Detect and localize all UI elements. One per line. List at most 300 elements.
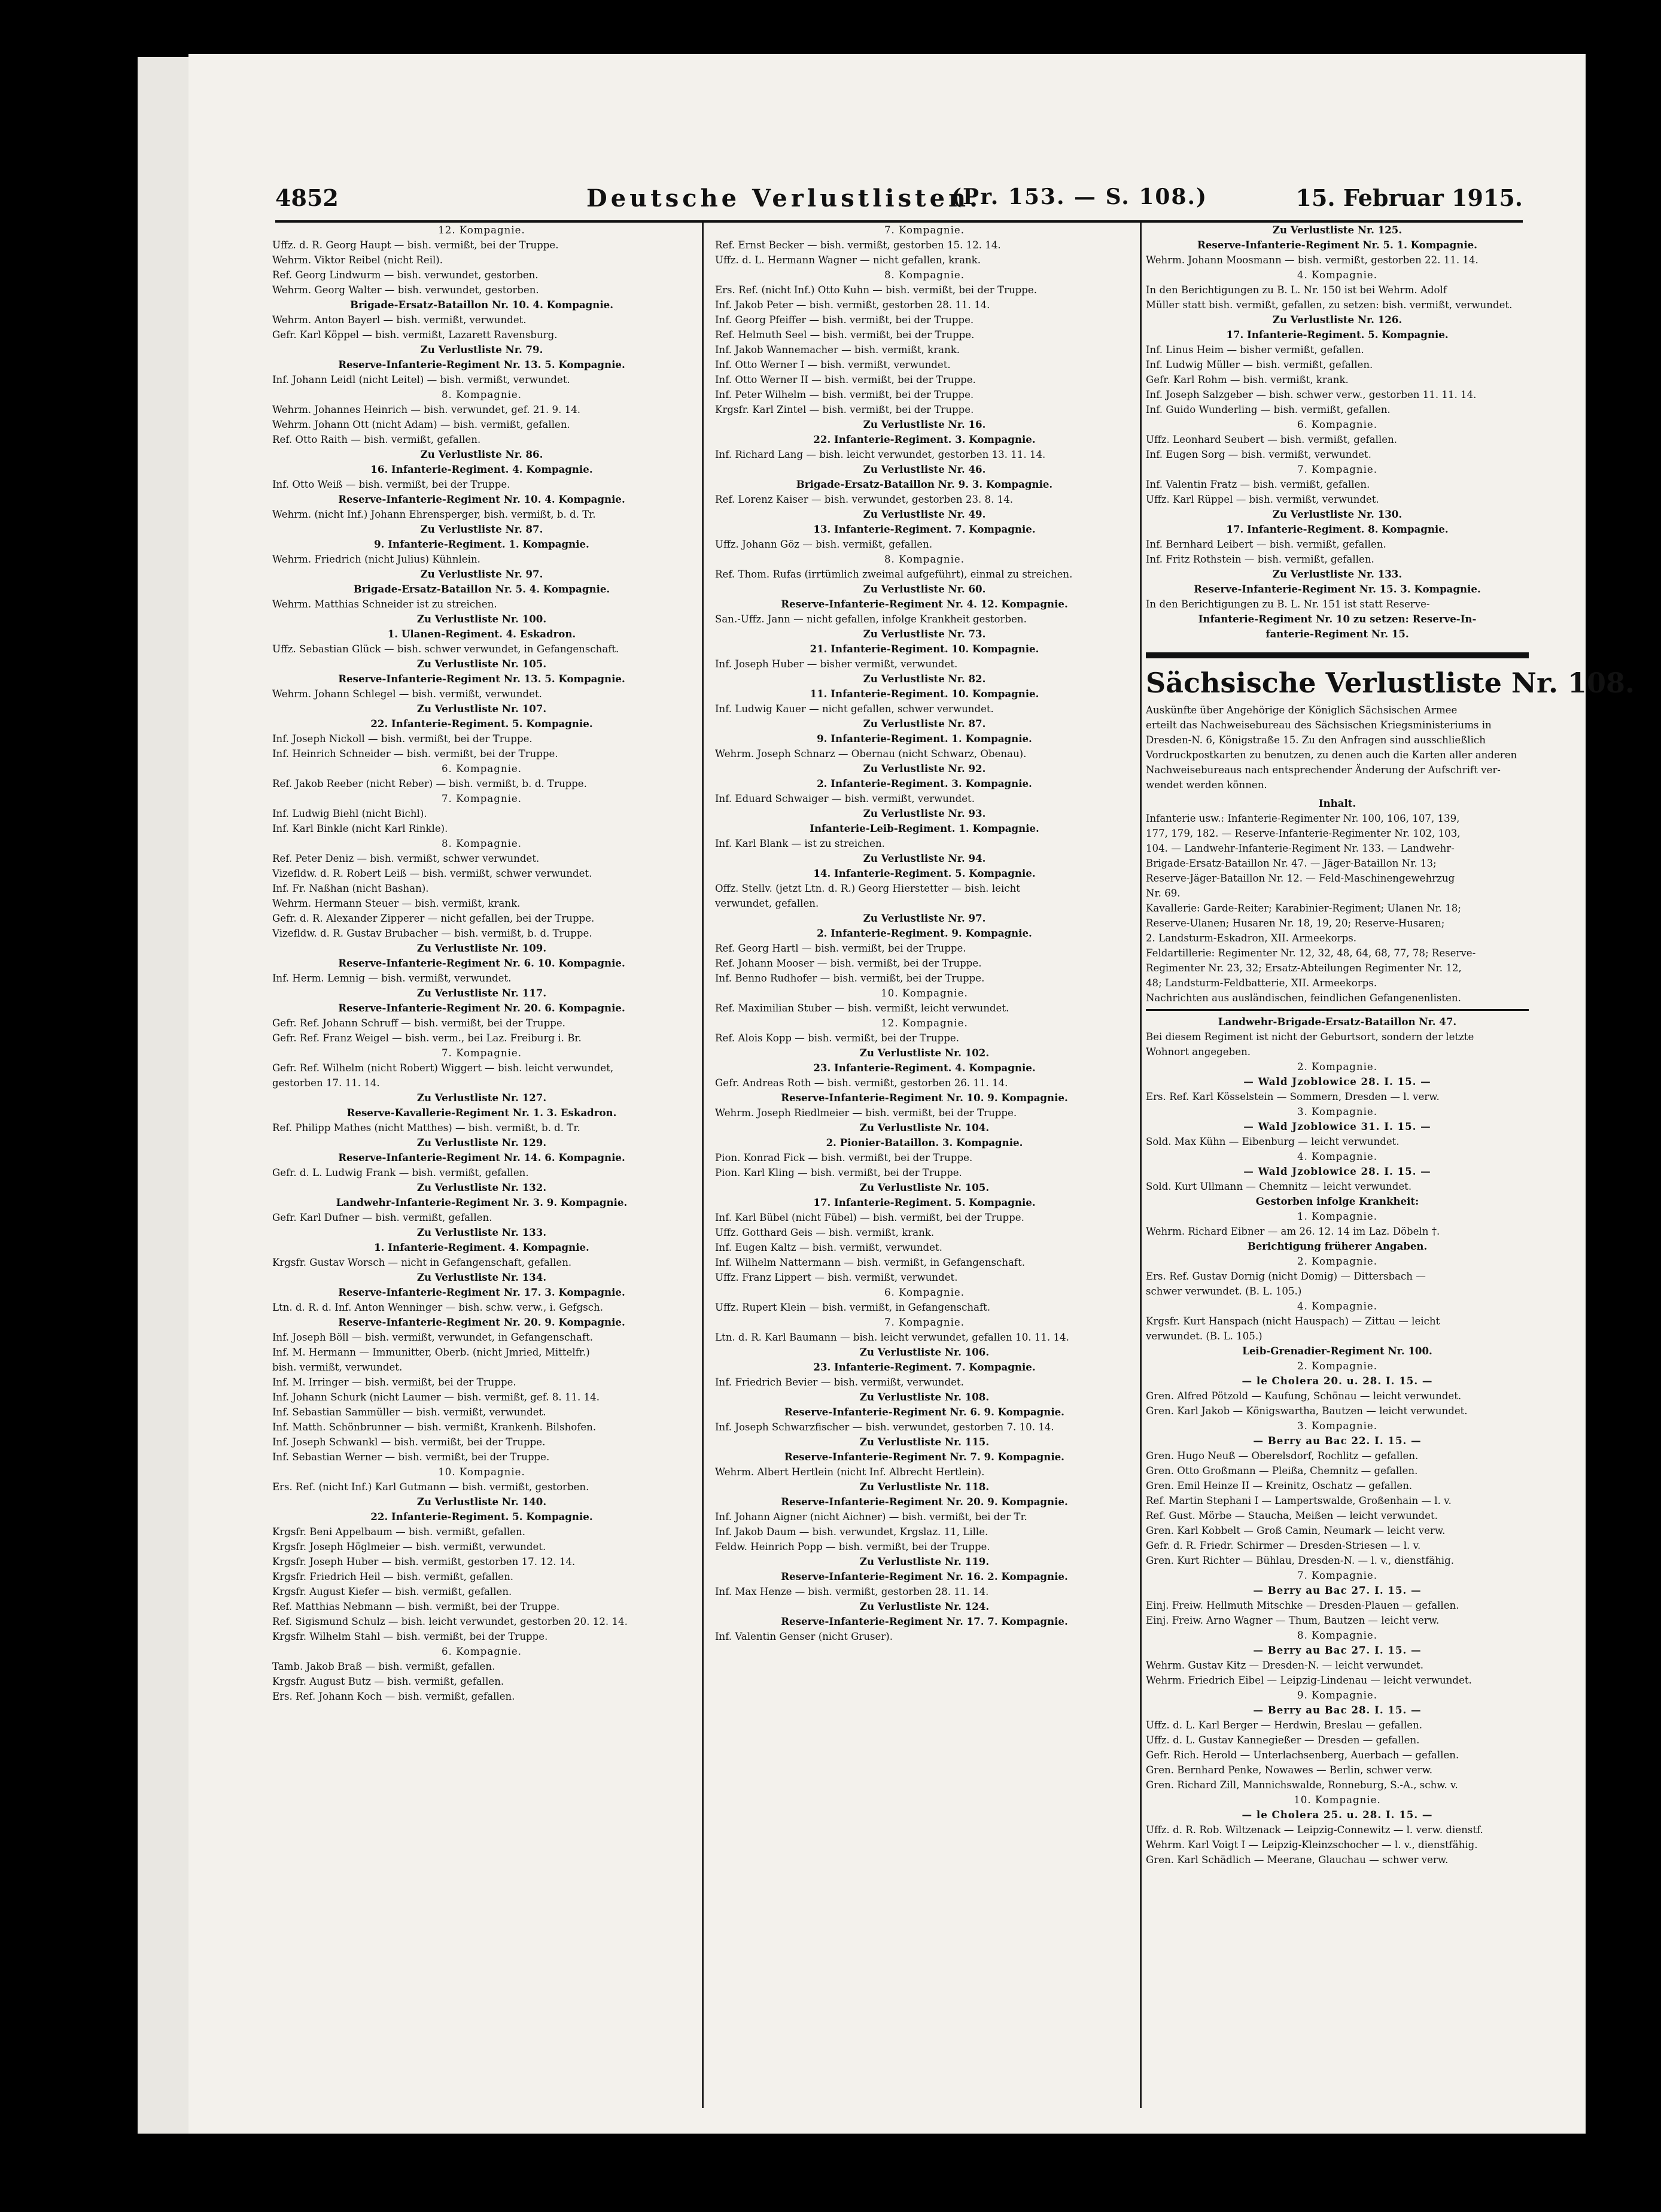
casualty-entry: Wehrm. Karl Voigt I — Leipzig-Kleinzschocher — l. v., dienstfähig. <box>1146 1839 1478 1851</box>
casualty-entry: San.-Uffz. Jann — nicht gefallen, infolge Krankheit gestorben. <box>715 613 1027 625</box>
contents-line: Nachrichten aus ausländischen, feindlichen Gefangenenlisten. <box>1146 992 1461 1004</box>
casualty-entry: Ref. Ernst Becker — bish. vermißt, gestorben 15. 12. 14. <box>715 239 1001 251</box>
regiment-heading: Reserve-Infanterie-Regiment Nr. 16. 2. Kompagnie. <box>781 1570 1068 1582</box>
casualty-entry: Inf. Georg Pfeiffer — bish. vermißt, bei der Truppe. <box>715 314 974 326</box>
page-header <box>275 184 1523 223</box>
list-reference-heading: Zu Verlustliste Nr. 106. <box>859 1346 990 1358</box>
list-reference-heading: Zu Verlustliste Nr. 127. <box>416 1092 547 1104</box>
casualty-entry: Krgsfr. Friedrich Heil — bish. vermißt, gefallen. <box>272 1571 514 1582</box>
casualty-entry: Krgsfr. Karl Zintel — bish. vermißt, bei der Truppe. <box>715 404 974 415</box>
list-reference-heading: Zu Verlustliste Nr. 86. <box>420 448 543 460</box>
casualty-entry: Krgsfr. August Kiefer — bish. vermißt, gefallen. <box>272 1586 512 1597</box>
casualty-entry: schwer verwundet. (B. L. 105.) <box>1146 1286 1302 1297</box>
casualty-entry: Sold. Kurt Ullmann — Chemnitz — leicht verwundet. <box>1146 1181 1412 1192</box>
casualty-entry: Gefr. Ref. Wilhelm (nicht Robert) Wiggert — bish. leicht verwundet, <box>272 1062 614 1074</box>
company-heading: 4. Kompagnie. <box>1297 1301 1377 1312</box>
regiment-heading: Reserve-Infanterie-Regiment Nr. 14. 6. Kompagnie. <box>338 1151 625 1163</box>
casualty-entry: Ref. Alois Kopp — bish. vermißt, bei der Truppe. <box>715 1032 959 1044</box>
regiment-heading: Brigade-Ersatz-Bataillon Nr. 5. 4. Kompagnie. <box>353 583 610 595</box>
company-heading: 10. Kompagnie. <box>1294 1794 1381 1806</box>
list-reference-heading: Zu Verlustliste Nr. 46. <box>863 463 986 475</box>
list-reference-heading: Zu Verlustliste Nr. 109. <box>416 942 547 954</box>
casualty-entry: Inf. Joseph Schwarzfischer — bish. verwundet, gestorben 7. 10. 14. <box>715 1421 1054 1433</box>
casualty-entry: Ref. Peter Deniz — bish. vermißt, schwer verwundet. <box>272 853 540 864</box>
casualty-entry: verwundet. (B. L. 105.) <box>1146 1330 1263 1342</box>
casualty-entry: Uffz. d. L. Gustav Kannegießer — Dresden — gefallen. <box>1146 1734 1420 1746</box>
casualty-entry: Inf. M. Irringer — bish. vermißt, bei der Truppe. <box>272 1377 516 1388</box>
list-reference-heading: Zu Verlustliste Nr. 133. <box>416 1226 547 1238</box>
list-reference-heading: Zu Verlustliste Nr. 100. <box>416 613 547 625</box>
location-date-line: — Wald Jzoblowice 28. I. 15. — <box>1243 1075 1431 1087</box>
regiment-heading: 23. Infanterie-Regiment. 7. Kompagnie. <box>813 1361 1036 1373</box>
casualty-entry: Uffz. Gotthard Geis — bish. vermißt, krank. <box>715 1227 935 1238</box>
regiment-heading: Reserve-Infanterie-Regiment Nr. 17. 3. Kompagnie. <box>338 1286 625 1298</box>
casualty-entry: Inf. Guido Wunderling — bish. vermißt, gefallen. <box>1146 404 1391 415</box>
casualty-entry: Inf. Matth. Schönbrunner — bish. vermißt, Krankenh. Bilshofen. <box>272 1421 597 1433</box>
casualty-entry: Inf. Johann Aigner (nicht Aichner) — bish. vermißt, bei der Tr. <box>715 1511 1027 1523</box>
casualty-entry: Krgsfr. Beni Appelbaum — bish. vermißt, gefallen. <box>272 1526 526 1538</box>
regiment-heading: 1. Ulanen-Regiment. 4. Eskadron. <box>387 628 576 640</box>
regiment-heading: 2. Pionier-Bataillon. 3. Kompagnie. <box>826 1137 1023 1148</box>
regiment-heading: 2. Infanterie-Regiment. 3. Kompagnie. <box>817 777 1032 789</box>
regiment-heading: 17. Infanterie-Regiment. 5. Kompagnie. <box>813 1196 1036 1208</box>
casualty-entry: Gren. Otto Großmann — Pleißa, Chemnitz — gefallen. <box>1146 1465 1418 1476</box>
casualty-entry: Gren. Richard Zill, Mannichswalde, Ronneburg, S.-A., schw. v. <box>1146 1779 1458 1791</box>
casualty-entry: Uffz. Franz Lippert — bish. vermißt, verwundet. <box>715 1272 958 1283</box>
casualty-entry: Inf. Peter Wilhelm — bish. vermißt, bei der Truppe. <box>715 389 974 400</box>
casualty-entry: Krgsfr. Wilhelm Stahl — bish. vermißt, bei der Truppe. <box>272 1631 548 1642</box>
list-reference-heading: Zu Verlustliste Nr. 92. <box>863 762 986 774</box>
casualty-entry: Inf. Sebastian Werner — bish. vermißt, bei der Truppe. <box>272 1451 550 1463</box>
issue-date: 15. Februar 1915. <box>1295 184 1523 211</box>
company-heading: 4. Kompagnie. <box>1297 1151 1377 1162</box>
casualty-entry: Ref. Johann Mooser — bish. vermißt, bei der Truppe. <box>715 958 982 969</box>
list-reference-heading: Zu Verlustliste Nr. 87. <box>863 718 986 730</box>
regiment-heading: Reserve-Infanterie-Regiment Nr. 20. 6. Kompagnie. <box>338 1002 625 1014</box>
casualty-entry: Gefr. Ref. Franz Weigel — bish. verm., bei Laz. Freiburg i. Br. <box>272 1032 582 1044</box>
list-reference-heading: Zu Verlustliste Nr. 97. <box>863 912 986 924</box>
casualty-entry: Inf. Eugen Kaltz — bish. vermißt, verwundet. <box>715 1242 942 1253</box>
regiment-heading: Brigade-Ersatz-Bataillon Nr. 9. 3. Kompagnie. <box>796 478 1053 490</box>
list-reference-heading: Zu Verlustliste Nr. 104. <box>859 1122 990 1134</box>
regiment-heading: 21. Infanterie-Regiment. 10. Kompagnie. <box>810 643 1039 655</box>
regiment-heading: 22. Infanterie-Regiment. 5. Kompagnie. <box>370 718 593 730</box>
newspaper-page <box>188 54 1635 2134</box>
casualty-entry: Inf. Fr. Naßhan (nicht Bashan). <box>272 883 429 894</box>
regiment-heading: Reserve-Infanterie-Regiment Nr. 6. 9. Kompagnie. <box>784 1406 1064 1418</box>
casualty-entry: Inf. Jakob Peter — bish. vermißt, gestorben 28. 11. 14. <box>715 299 990 311</box>
casualty-entry: Gefr. d. L. Ludwig Frank — bish. vermißt, gefallen. <box>272 1167 529 1178</box>
casualty-entry: Gefr. Rich. Herold — Unterlachsenberg, Auerbach — gefallen. <box>1146 1749 1459 1761</box>
regiment-heading: Reserve-Infanterie-Regiment Nr. 17. 7. Kompagnie. <box>781 1615 1068 1627</box>
column-rule <box>702 223 704 2108</box>
casualty-entry: Gren. Karl Schädlich — Meerane, Glauchau — schwer verw. <box>1146 1854 1449 1865</box>
casualty-entry: Inf. Joseph Schwankl — bish. vermißt, bei der Truppe. <box>272 1436 546 1448</box>
list-reference-heading: Zu Verlustliste Nr. 102. <box>859 1047 990 1059</box>
casualty-entry: Inf. Ludwig Kauer — nicht gefallen, schwer verwundet. <box>715 703 994 715</box>
casualty-entry: Inf. Wilhelm Nattermann — bish. vermißt, in Gefangenschaft. <box>715 1257 1026 1268</box>
casualty-entry: Inf. Richard Lang — bish. leicht verwundet, gestorben 13. 11. 14. <box>715 449 1046 460</box>
company-heading: 2. Kompagnie. <box>1297 1061 1377 1072</box>
casualty-entry: Inf. Benno Rudhofer — bish. vermißt, bei der Truppe. <box>715 973 985 984</box>
intro-line: Nachweisebureaus nach entsprechender Änderung der Aufschrift ver- <box>1146 764 1501 776</box>
company-heading: 8. Kompagnie. <box>884 554 965 565</box>
casualty-entry: Einj. Freiw. Hellmuth Mitschke — Dresden-Plauen — gefallen. <box>1146 1600 1459 1611</box>
section-divider <box>1146 1009 1529 1011</box>
issue-reference: (Pr. 153. — S. 108.) <box>951 184 1208 209</box>
casualty-entry: bish. vermißt, verwundet. <box>272 1362 403 1373</box>
casualty-entry: Inf. Joseph Böll — bish. vermißt, verwundet, in Gefangenschaft. <box>272 1332 594 1343</box>
list-reference-heading: Zu Verlustliste Nr. 140. <box>416 1496 547 1508</box>
saxon-intro <box>1146 703 1529 792</box>
casualty-entry: Vizefldw. d. R. Gustav Brubacher — bish. vermißt, b. d. Truppe. <box>272 928 592 939</box>
casualty-entry: Gren. Bernhard Penke, Nowawes — Berlin, schwer verw. <box>1146 1764 1433 1776</box>
contents-line: Nr. 69. <box>1146 888 1181 899</box>
casualty-entry: Wehrm. Joseph Schnarz — Obernau (nicht Schwarz, Obenau). <box>715 748 1027 759</box>
casualty-entry: Krgsfr. Joseph Huber — bish. vermißt, gestorben 17. 12. 14. <box>272 1556 576 1567</box>
casualty-entry: Wehrm. Joseph Riedlmeier — bish. vermißt, bei der Truppe. <box>715 1107 1017 1119</box>
casualty-entry: Ref. Maximilian Stuber — bish. vermißt, leicht verwundet. <box>715 1002 1009 1014</box>
casualty-entry: Inf. Karl Binkle (nicht Karl Rinkle). <box>272 823 448 834</box>
list-reference-heading: Zu Verlustliste Nr. 16. <box>863 418 986 430</box>
scan-edge <box>138 57 188 2134</box>
list-reference-heading: Zu Verlustliste Nr. 97. <box>420 568 543 580</box>
contents-line: Reserve-Jäger-Bataillon Nr. 12. — Feld-Maschinengewehrzug <box>1146 873 1455 884</box>
regiment-heading: 16. Infanterie-Regiment. 4. Kompagnie. <box>370 463 593 475</box>
casualty-entry: Inf. Joseph Nickoll — bish. vermißt, bei der Truppe. <box>272 733 533 745</box>
casualty-entry: Uffz. d. R. Rob. Wiltzenack — Leipzig-Connewitz — l. verw. dienstf. <box>1146 1824 1483 1836</box>
contents-line: Regimenter Nr. 23, 32; Ersatz-Abteilungen Regimenter Nr. 12, <box>1146 962 1462 974</box>
casualty-entry: Ers. Ref. Johann Koch — bish. vermißt, gefallen. <box>272 1691 515 1702</box>
casualty-entry: Ltn. d. R. d. Inf. Anton Wenninger — bish. schw. verw., i. Gefgsch. <box>272 1302 603 1313</box>
casualty-entry: Inf. Otto Weiß — bish. vermißt, bei der Truppe. <box>272 479 510 490</box>
contents-line: Kavallerie: Garde-Reiter; Karabinier-Regiment; Ulanen Nr. 18; <box>1146 903 1461 914</box>
list-reference-heading: Zu Verlustliste Nr. 87. <box>420 523 543 535</box>
company-heading: 6. Kompagnie. <box>1297 419 1377 430</box>
casualty-entry: Krgsfr. Joseph Höglmeier — bish. vermißt, verwundet. <box>272 1541 546 1552</box>
casualty-entry: Gefr. Karl Rohm — bish. vermißt, krank. <box>1146 374 1349 385</box>
publication-title: Deutsche Verlustlisten. <box>586 184 982 212</box>
casualty-entry: Inf. Johann Leidl (nicht Leitel) — bish. vermißt, verwundet. <box>272 374 570 385</box>
location-date-line: — Wald Jzoblowice 31. I. 15. — <box>1243 1120 1431 1132</box>
casualty-entry: Wehrm. Anton Bayerl — bish. vermißt, verwundet. <box>272 314 527 326</box>
casualty-entry: Wehrm. Viktor Reibel (nicht Reil). <box>272 254 443 266</box>
company-heading: 8. Kompagnie. <box>441 838 522 849</box>
list-reference-heading: Zu Verlustliste Nr. 126. <box>1272 314 1403 326</box>
company-heading: 3. Kompagnie. <box>1297 1106 1377 1117</box>
location-date-line: — le Cholera 25. u. 28. I. 15. — <box>1242 1809 1433 1821</box>
list-reference-heading: Zu Verlustliste Nr. 94. <box>863 852 986 864</box>
casualty-entry: Inf. Johann Schurk (nicht Laumer — bish. vermißt, gef. 8. 11. 14. <box>272 1391 600 1403</box>
casualty-entry: Inf. Linus Heim — bisher vermißt, gefallen. <box>1146 344 1364 356</box>
company-heading: 7. Kompagnie. <box>884 1317 965 1328</box>
column-3-entries <box>1146 223 1529 642</box>
casualty-entry: Uffz. d. L. Hermann Wagner — nicht gefallen, krank. <box>715 254 981 266</box>
casualty-entry: Krgsfr. August Butz — bish. vermißt, gefallen. <box>272 1676 504 1687</box>
company-heading: 4. Kompagnie. <box>1297 269 1377 281</box>
casualty-entry: Gren. Karl Kobbelt — Groß Camin, Neumark — leicht verw. <box>1146 1525 1446 1536</box>
intro-line: erteilt das Nachweisebureau des Sächsischen Kriegsministeriums in <box>1146 719 1492 731</box>
regiment-heading: Reserve-Infanterie-Regiment Nr. 15. 3. Kompagnie. <box>1194 583 1481 595</box>
regiment-heading: 9. Infanterie-Regiment. 1. Kompagnie. <box>374 538 589 550</box>
casualty-entry: Uffz. Leonhard Seubert — bish. vermißt, gefallen. <box>1146 434 1398 445</box>
casualty-entry: verwundet, gefallen. <box>715 898 819 909</box>
list-reference-heading: Zu Verlustliste Nr. 130. <box>1272 508 1403 520</box>
casualty-entry: Ref. Georg Hartl — bish. vermißt, bei der Truppe. <box>715 943 966 954</box>
inhalt-title: Inhalt. <box>1318 797 1356 809</box>
casualty-entry: Wehrm. Hermann Steuer — bish. vermißt, krank. <box>272 898 521 909</box>
intro-line: wendet werden können. <box>1146 779 1267 791</box>
casualty-entry: Inf. Heinrich Schneider — bish. vermißt, bei der Truppe. <box>272 748 558 759</box>
company-heading: 2. Kompagnie. <box>1297 1256 1377 1267</box>
location-date-line: — Wald Jzoblowice 28. I. 15. — <box>1243 1165 1431 1177</box>
casualty-entry: Ref. Thom. Rufas (irrtümlich zweimal aufgeführt), einmal zu streichen. <box>715 569 1073 580</box>
casualty-entry: Ers. Ref. Gustav Dornig (nicht Domig) — Dittersbach — <box>1146 1271 1426 1282</box>
casualty-entry: Pion. Konrad Fick — bish. vermißt, bei der Truppe. <box>715 1152 973 1163</box>
casualty-entry: Inf. Joseph Salzgeber — bish. schwer verw., gestorben 11. 11. 14. <box>1146 389 1477 400</box>
casualty-entry: Gren. Emil Heinze II — Kreinitz, Oschatz — gefallen. <box>1146 1480 1413 1491</box>
list-reference-heading: Zu Verlustliste Nr. 60. <box>863 583 986 595</box>
company-heading: 7. Kompagnie. <box>884 224 965 236</box>
list-reference-heading: Zu Verlustliste Nr. 105. <box>416 658 547 670</box>
company-heading: 9. Kompagnie. <box>1297 1690 1377 1701</box>
casualty-entry: Ers. Ref. (nicht Inf.) Karl Gutmann — bish. vermißt, gestorben. <box>272 1481 589 1493</box>
casualty-entry: Ref. Georg Lindwurm — bish. verwundet, gestorben. <box>272 269 539 281</box>
contents-line: Reserve-Ulanen; Husaren Nr. 18, 19, 20; Reserve-Husaren; <box>1146 917 1445 929</box>
casualty-entry: Ref. Helmuth Seel — bish. vermißt, bei der Truppe. <box>715 329 975 341</box>
intro-line: Auskünfte über Angehörige der Königlich Sächsischen Armee <box>1146 704 1458 716</box>
location-date-line: — le Cholera 20. u. 28. I. 15. — <box>1242 1375 1433 1387</box>
company-heading: 6. Kompagnie. <box>884 1287 965 1298</box>
casualty-entry: Ref. Matthias Nebmann — bish. vermißt, bei der Truppe. <box>272 1601 560 1612</box>
list-reference-heading: Zu Verlustliste Nr. 49. <box>863 508 986 520</box>
regiment-heading: Reserve-Infanterie-Regiment Nr. 4. 12. Kompagnie. <box>781 598 1068 610</box>
regiment-heading: Reserve-Infanterie-Regiment Nr. 5. 1. Kompagnie. <box>1197 239 1477 251</box>
regiment-heading: Reserve-Kavallerie-Regiment Nr. 1. 3. Eskadron. <box>346 1107 617 1119</box>
casualty-entry: Gren. Hugo Neuß — Oberelsdorf, Rochlitz — gefallen. <box>1146 1450 1419 1462</box>
casualty-entry: Gefr. Andreas Roth — bish. vermißt, gestorben 26. 11. 14. <box>715 1077 1008 1089</box>
casualty-entry: Wehrm. (nicht Inf.) Johann Ehrensperger, bish. vermißt, b. d. Tr. <box>272 509 596 520</box>
location-date-line: — Berry au Bac 27. I. 15. — <box>1253 1584 1422 1596</box>
casualty-entry: Wehrm. Johann Moosmann — bish. vermißt, gestorben 22. 11. 14. <box>1146 254 1479 266</box>
list-reference-heading: Zu Verlustliste Nr. 124. <box>859 1600 990 1612</box>
casualty-entry: Wehrm. Friedrich (nicht Julius) Kühnlein. <box>272 554 480 565</box>
casualty-entry: In den Berichtigungen zu B. L. Nr. 151 ist statt Reserve- <box>1146 598 1430 610</box>
column-3 <box>1146 223 1635 2108</box>
casualty-entry: Uffz. Johann Göz — bish. vermißt, gefallen. <box>715 539 933 550</box>
regiment-heading: Landwehr-Infanterie-Regiment Nr. 3. 9. Kompagnie. <box>336 1196 628 1208</box>
casualty-entry: Inf. Valentin Fratz — bish. vermißt, gefallen. <box>1146 479 1370 490</box>
casualty-entry: Inf. Eugen Sorg — bish. vermißt, verwundet. <box>1146 449 1371 460</box>
saxon-list-title: Sächsische Verlustliste Nr. 108. <box>1146 667 1635 699</box>
casualty-entry: Ref. Otto Raith — bish. vermißt, gefallen. <box>272 434 481 445</box>
casualty-entry: Vizefldw. d. R. Robert Leiß — bish. vermißt, schwer verwundet. <box>272 868 592 879</box>
casualty-entry: Uffz. Karl Rüppel — bish. vermißt, verwundet. <box>1146 494 1379 505</box>
regiment-heading: Infanterie-Regiment Nr. 10 zu setzen: Reserve-In- <box>1198 613 1477 625</box>
list-reference-heading: Zu Verlustliste Nr. 107. <box>416 703 547 715</box>
casualty-entry: Krgsfr. Kurt Hanspach (nicht Hauspach) — Zittau — leicht <box>1146 1315 1440 1327</box>
casualty-entry: Einj. Freiw. Arno Wagner — Thum, Bautzen — leicht verw. <box>1146 1615 1440 1626</box>
regiment-heading: 14. Infanterie-Regiment. 5. Kompagnie. <box>813 867 1036 879</box>
company-heading: 8. Kompagnie. <box>1297 1630 1377 1641</box>
list-reference-heading: Zu Verlustliste Nr. 129. <box>416 1137 547 1148</box>
company-heading: 12. Kompagnie. <box>881 1017 968 1029</box>
casualty-entry: Gren. Alfred Pötzold — Kaufung, Schönau — leicht verwundet. <box>1146 1390 1462 1402</box>
regiment-heading: Infanterie-Leib-Regiment. 1. Kompagnie. <box>810 822 1039 834</box>
saxon-entries <box>1146 1014 1529 1867</box>
regiment-heading: 11. Infanterie-Regiment. 10. Kompagnie. <box>810 688 1039 700</box>
casualty-entry: Inf. Karl Bübel (nicht Fübel) — bish. vermißt, bei der Truppe. <box>715 1212 1024 1223</box>
company-heading: 7. Kompagnie. <box>1297 464 1377 475</box>
casualty-entry: Ref. Sigismund Schulz — bish. leicht verwundet, gestorben 20. 12. 14. <box>272 1616 628 1627</box>
casualty-entry: Wohnort angegeben. <box>1146 1046 1251 1058</box>
casualty-entry: Inf. Otto Werner I — bish. vermißt, verwundet. <box>715 359 951 370</box>
contents-line: 48; Landsturm-Feldbatterie, XII. Armeekorps. <box>1146 977 1377 989</box>
casualty-entry: Krgsfr. Gustav Worsch — nicht in Gefangenschaft, gefallen. <box>272 1257 572 1268</box>
company-heading: 6. Kompagnie. <box>441 1646 522 1657</box>
casualty-entry: Inf. Bernhard Leibert — bish. vermißt, gefallen. <box>1146 539 1386 550</box>
list-reference-heading: Zu Verlustliste Nr. 133. <box>1272 568 1403 580</box>
company-heading: 7. Kompagnie. <box>441 793 522 804</box>
casualty-entry: Ref. Lorenz Kaiser — bish. verwundet, gestorben 23. 8. 14. <box>715 494 1014 505</box>
casualty-entry: Ers. Ref. (nicht Inf.) Otto Kuhn — bish. vermißt, bei der Truppe. <box>715 284 1038 296</box>
regiment-heading: Reserve-Infanterie-Regiment Nr. 20. 9. Kompagnie. <box>338 1316 625 1328</box>
casualty-entry: Ref. Philipp Mathes (nicht Matthes) — bish. vermißt, b. d. Tr. <box>272 1122 580 1134</box>
casualty-entry: Tamb. Jakob Braß — bish. vermißt, gefallen. <box>272 1661 495 1672</box>
column-2 <box>715 223 1134 2108</box>
casualty-entry: Ltn. d. R. Karl Baumann — bish. leicht verwundet, gefallen 10. 11. 14. <box>715 1332 1069 1343</box>
list-reference-heading: Zu Verlustliste Nr. 93. <box>863 807 986 819</box>
casualty-entry: Gefr. d. R. Friedr. Schirmer — Dresden-Striesen — l. v. <box>1146 1540 1421 1551</box>
casualty-entry: Gren. Kurt Richter — Bühlau, Dresden-N. — l. v., dienstfähig. <box>1146 1555 1455 1566</box>
saxon-contents <box>1146 811 1529 1005</box>
casualty-entry: Ref. Gust. Mörbe — Staucha, Meißen — leicht verwundet. <box>1146 1510 1438 1521</box>
contents-line: 177, 179, 182. — Reserve-Infanterie-Regimenter Nr. 102, 103, <box>1146 828 1461 839</box>
regiment-heading: 17. Infanterie-Regiment. 8. Kompagnie. <box>1226 523 1449 535</box>
column-rule <box>1140 223 1142 2108</box>
casualty-entry: Feldw. Heinrich Popp — bish. vermißt, bei der Truppe. <box>715 1541 990 1552</box>
casualty-entry: Gefr. d. R. Alexander Zipperer — nicht gefallen, bei der Truppe. <box>272 913 595 924</box>
casualty-entry: Inf. Eduard Schwaiger — bish. vermißt, verwundet. <box>715 793 975 804</box>
casualty-entry: Inf. Herm. Lemnig — bish. vermißt, verwundet. <box>272 973 512 984</box>
regiment-heading: Brigade-Ersatz-Bataillon Nr. 10. 4. Kompagnie. <box>350 299 613 311</box>
list-reference-heading: Zu Verlustliste Nr. 79. <box>420 344 543 356</box>
contents-line: 2. Landsturm-Eskadron, XII. Armeekorps. <box>1146 932 1356 944</box>
location-date-line: — Berry au Bac 22. I. 15. — <box>1253 1435 1422 1447</box>
regiment-heading: Reserve-Infanterie-Regiment Nr. 7. 9. Kompagnie. <box>784 1451 1064 1463</box>
regiment-heading: 13. Infanterie-Regiment. 7. Kompagnie. <box>813 523 1036 535</box>
regiment-heading: Reserve-Infanterie-Regiment Nr. 13. 5. Kompagnie. <box>338 358 625 370</box>
location-date-line: — Berry au Bac 27. I. 15. — <box>1253 1644 1422 1656</box>
casualty-entry: Gefr. Karl Köppel — bish. vermißt, Lazarett Ravensburg. <box>272 329 558 341</box>
regiment-heading: 22. Infanterie-Regiment. 3. Kompagnie. <box>813 433 1036 445</box>
list-reference-heading: Zu Verlustliste Nr. 115. <box>859 1436 990 1448</box>
regiment-heading: 17. Infanterie-Regiment. 5. Kompagnie. <box>1226 329 1449 341</box>
company-heading: 1. Kompagnie. <box>1297 1211 1377 1222</box>
intro-line: Vordruckpostkarten zu benutzen, zu denen auch die Karten aller anderen <box>1146 749 1517 761</box>
casualty-entry: Wehrm. Friedrich Eibel — Leipzig-Lindenau — leicht verwundet. <box>1146 1675 1472 1686</box>
casualty-entry: Wehrm. Gustav Kitz — Dresden-N. — leicht verwundet. <box>1146 1660 1423 1671</box>
casualty-entry: gestorben 17. 11. 14. <box>272 1077 380 1089</box>
list-reference-heading: Zu Verlustliste Nr. 119. <box>859 1555 990 1567</box>
list-reference-heading: Zu Verlustliste Nr. 82. <box>863 673 986 685</box>
casualty-entry: Wehrm. Matthias Schneider ist zu streichen. <box>272 598 497 610</box>
company-heading: 10. Kompagnie. <box>438 1466 525 1478</box>
regiment-heading: Reserve-Infanterie-Regiment Nr. 20. 9. Kompagnie. <box>781 1496 1068 1508</box>
casualty-entry: Gefr. Ref. Johann Schruff — bish. vermißt, bei der Truppe. <box>272 1017 565 1029</box>
regiment-heading: 22. Infanterie-Regiment. 5. Kompagnie. <box>370 1511 593 1523</box>
regiment-heading: fanterie-Regiment Nr. 15. <box>1265 628 1409 640</box>
list-reference-heading: Zu Verlustliste Nr. 105. <box>859 1181 990 1193</box>
regiment-heading: 23. Infanterie-Regiment. 4. Kompagnie. <box>813 1062 1036 1074</box>
casualty-entry: In den Berichtigungen zu B. L. Nr. 150 ist bei Wehrm. Adolf <box>1146 284 1447 296</box>
casualty-entry: Müller statt bish. vermißt, gefallen, zu setzen: bish. vermißt, verwundet. <box>1146 299 1513 311</box>
casualty-entry: Inf. Jakob Daum — bish. verwundet, Krgslaz. 11, Lille. <box>715 1526 988 1538</box>
company-heading: 3. Kompagnie. <box>1297 1420 1377 1432</box>
company-heading: 12. Kompagnie. <box>438 224 525 236</box>
casualty-entry: Uffz. d. R. Georg Haupt — bish. vermißt, bei der Truppe. <box>272 239 559 251</box>
regiment-heading: Leib-Grenadier-Regiment Nr. 100. <box>1242 1345 1432 1357</box>
company-heading: 10. Kompagnie. <box>881 988 968 999</box>
casualty-entry: Ref. Martin Stephani I — Lampertswalde, Großenhain — l. v. <box>1146 1495 1452 1506</box>
casualty-entry: Sold. Max Kühn — Eibenburg — leicht verwundet. <box>1146 1136 1400 1147</box>
casualty-entry: Bei diesem Regiment ist nicht der Geburtsort, sondern der letzte <box>1146 1031 1474 1043</box>
casualty-entry: Gren. Karl Jakob — Königswartha, Bautzen — leicht verwundet. <box>1146 1405 1468 1417</box>
casualty-entry: Offz. Stellv. (jetzt Ltn. d. R.) Georg Hierstetter — bish. leicht <box>715 883 1020 894</box>
casualty-entry: Inf. Jakob Wannemacher — bish. vermißt, krank. <box>715 344 960 356</box>
regiment-heading: Reserve-Infanterie-Regiment Nr. 10. 9. Kompagnie. <box>781 1092 1068 1104</box>
casualty-entry: Inf. Ludwig Biehl (nicht Bichl). <box>272 808 427 819</box>
casualty-entry: Inf. Friedrich Bevier — bish. vermißt, verwundet. <box>715 1377 964 1388</box>
casualty-entry: Inf. Ludwig Müller — bish. vermißt, gefallen. <box>1146 359 1373 370</box>
casualty-entry: Uffz. Rupert Klein — bish. vermißt, in Gefangenschaft. <box>715 1302 991 1313</box>
regiment-heading: Reserve-Infanterie-Regiment Nr. 13. 5. Kompagnie. <box>338 673 625 685</box>
list-reference-heading: Zu Verlustliste Nr. 134. <box>416 1271 547 1283</box>
column-1 <box>272 223 691 2108</box>
casualty-entry: Wehrm. Georg Walter — bish. verwundet, gestorben. <box>272 284 539 296</box>
list-reference-heading: Zu Verlustliste Nr. 117. <box>416 987 547 999</box>
section-divider <box>1146 652 1529 658</box>
company-heading: 7. Kompagnie. <box>441 1047 522 1059</box>
casualty-entry: Uffz. d. L. Karl Berger — Herdwin, Breslau — gefallen. <box>1146 1719 1423 1731</box>
regiment-heading: 1. Infanterie-Regiment. 4. Kompagnie. <box>374 1241 589 1253</box>
casualty-entry: Wehrm. Albert Hertlein (nicht Inf. Albrecht Hertlein). <box>715 1466 985 1478</box>
casualty-entry: Inf. M. Hermann — Immunitter, Oberb. (nicht Jmried, Mittelfr.) <box>272 1347 590 1358</box>
subsection-heading: Berichtigung früherer Angaben. <box>1247 1240 1428 1252</box>
intro-line: Dresden-N. 6, Königstraße 15. Zu den Anfragen sind ausschließlich <box>1146 734 1486 746</box>
regiment-heading: 2. Infanterie-Regiment. 9. Kompagnie. <box>817 927 1032 939</box>
subsection-heading: Gestorben infolge Krankheit: <box>1255 1195 1419 1207</box>
casualty-entry: Uffz. Sebastian Glück — bish. schwer verwundet, in Gefangenschaft. <box>272 643 619 655</box>
casualty-entry: Inf. Sebastian Sammüller — bish. vermißt, verwundet. <box>272 1406 546 1418</box>
list-reference-heading: Zu Verlustliste Nr. 108. <box>859 1391 990 1403</box>
regiment-heading: Reserve-Infanterie-Regiment Nr. 6. 10. Kompagnie. <box>338 957 625 969</box>
contents-line: Feldartillerie: Regimenter Nr. 12, 32, 48, 64, 68, 77, 78; Reserve- <box>1146 947 1476 959</box>
casualty-entry: Gefr. Karl Dufner — bish. vermißt, gefallen. <box>272 1212 492 1223</box>
casualty-entry: Wehrm. Johann Ott (nicht Adam) — bish. vermißt, gefallen. <box>272 419 570 430</box>
list-reference-heading: Zu Verlustliste Nr. 73. <box>863 628 986 640</box>
company-heading: 8. Kompagnie. <box>884 269 965 281</box>
casualty-entry: Inf. Joseph Huber — bisher vermißt, verwundet. <box>715 658 958 670</box>
casualty-entry: Wehrm. Johann Schlegel — bish. vermißt, verwundet. <box>272 688 542 700</box>
list-reference-heading: Zu Verlustliste Nr. 118. <box>859 1481 990 1493</box>
casualty-entry: Inf. Max Henze — bish. vermißt, gestorben 28. 11. 14. <box>715 1586 989 1597</box>
regiment-heading: 9. Infanterie-Regiment. 1. Kompagnie. <box>817 733 1032 745</box>
casualty-entry: Inf. Otto Werner II — bish. vermißt, bei der Truppe. <box>715 374 976 385</box>
location-date-line: — Berry au Bac 28. I. 15. — <box>1253 1704 1422 1716</box>
casualty-entry: Ers. Ref. Karl Kösselstein — Sommern, Dresden — l. verw. <box>1146 1091 1440 1102</box>
casualty-entry: Inf. Karl Blank — ist zu streichen. <box>715 838 885 849</box>
